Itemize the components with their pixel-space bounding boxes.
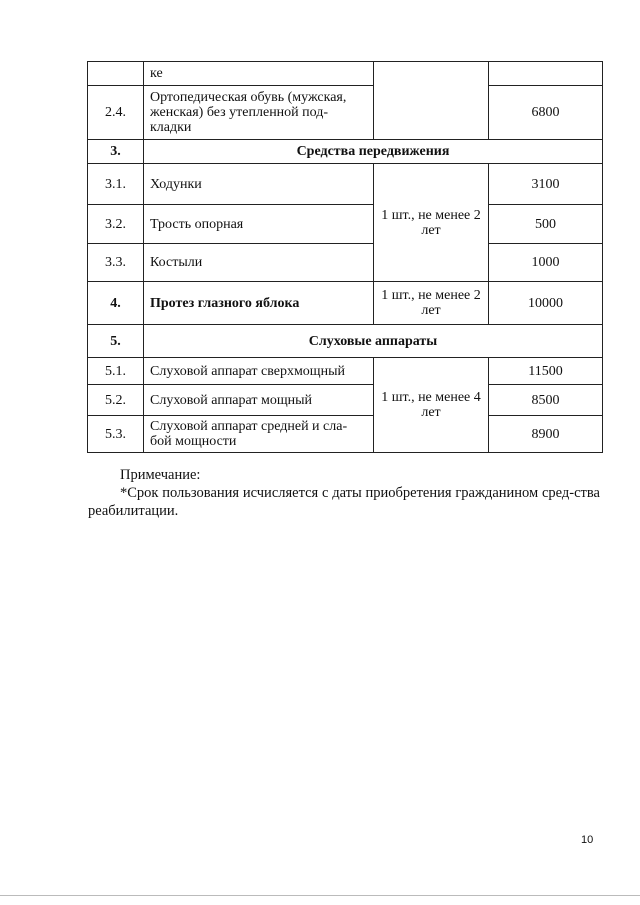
item-name: ке: [144, 62, 374, 86]
item-name: Ортопедическая обувь (мужская, женская) без утепленной под-кладки: [144, 86, 374, 140]
section-title: Средства передвижения: [144, 140, 603, 164]
table-row: [88, 244, 603, 282]
table-row: [88, 86, 603, 140]
item-price: [489, 62, 603, 86]
table-row: [88, 164, 603, 205]
table-row: [88, 62, 603, 86]
usage-term-cell: 1 шт., не менее 4 лет: [374, 358, 489, 453]
item-price: 8500: [489, 385, 603, 416]
row-number: 5.1.: [88, 358, 144, 385]
item-name: Слуховой аппарат средней и сла-бой мощности: [144, 416, 374, 453]
item-price: 10000: [489, 282, 603, 325]
rehabilitation-price-table: [87, 61, 603, 453]
usage-term-cell: 1 шт., не менее 2 лет: [374, 282, 489, 325]
row-number: 2.4.: [88, 86, 144, 140]
section-number: 5.: [88, 325, 144, 358]
item-price: 11500: [489, 358, 603, 385]
table-row: [88, 416, 603, 453]
item-name: Слуховой аппарат мощный: [144, 385, 374, 416]
row-number: [88, 62, 144, 86]
usage-term-cell: 1 шт., не менее 2 лет: [374, 164, 489, 282]
row-number: 5.2.: [88, 385, 144, 416]
section-row: [88, 140, 603, 164]
item-price: 500: [489, 205, 603, 244]
row-number: 5.3.: [88, 416, 144, 453]
scan-edge-line: [0, 895, 640, 896]
item-price: 8900: [489, 416, 603, 453]
item-name: Костыли: [144, 244, 374, 282]
section-number: 3.: [88, 140, 144, 164]
table-row: [88, 385, 603, 416]
table-row: [88, 205, 603, 244]
table-row: [88, 358, 603, 385]
section-row: [88, 325, 603, 358]
item-name: Трость опорная: [144, 205, 374, 244]
section-title: Слуховые аппараты: [144, 325, 603, 358]
item-name: Ходунки: [144, 164, 374, 205]
item-price: 1000: [489, 244, 603, 282]
table-row: [88, 282, 603, 325]
item-price: 6800: [489, 86, 603, 140]
item-price: 3100: [489, 164, 603, 205]
row-number: 4.: [88, 282, 144, 325]
row-number: 3.1.: [88, 164, 144, 205]
page-number: 10: [581, 834, 594, 846]
note-text: *Срок пользования исчисляется с даты приобретения гражданином сред-ства реабилитации.: [88, 485, 600, 519]
note-block: [88, 466, 600, 520]
item-name: Протез глазного яблока: [144, 282, 374, 325]
row-number: 3.3.: [88, 244, 144, 282]
row-number: 3.2.: [88, 205, 144, 244]
note-title: Примечание:: [120, 467, 201, 483]
item-name: Слуховой аппарат сверхмощный: [144, 358, 374, 385]
usage-term-cell: [374, 62, 489, 140]
